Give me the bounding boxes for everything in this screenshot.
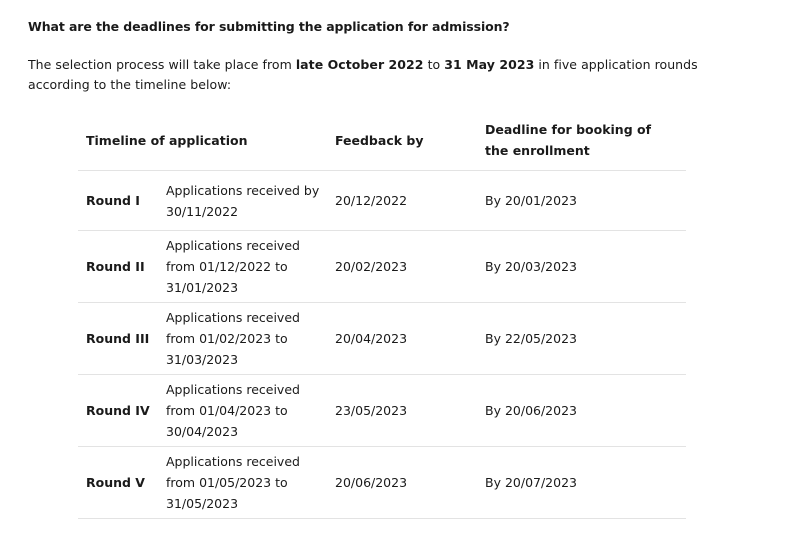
intro-text-2: to <box>423 57 445 72</box>
header-timeline: Timeline of application <box>78 110 335 171</box>
enrollment-deadline: By 20/03/2023 <box>485 231 686 303</box>
table-row <box>78 171 686 231</box>
applications-period: Applications received from 01/05/2023 to 31/05/2023 <box>166 447 335 519</box>
applications-period: Applications received from 01/04/2023 to 30/04/2023 <box>166 375 335 447</box>
round-label: Round II <box>78 231 166 303</box>
intro-text-1: The selection process will take place from <box>28 57 296 72</box>
intro-start-date: late October 2022 <box>295 57 424 72</box>
round-label: Round V <box>78 447 166 519</box>
table-row <box>78 303 686 375</box>
enrollment-deadline: By 20/06/2023 <box>485 375 686 447</box>
enrollment-deadline: By 22/05/2023 <box>485 303 686 375</box>
faq-question-heading: What are the deadlines for submitting the application for admission? <box>28 19 510 34</box>
applications-period: Applications received from 01/12/2022 to 31/01/2023 <box>166 231 335 303</box>
table-header-row <box>78 110 686 171</box>
applications-period: Applications received by 30/11/2022 <box>166 171 335 231</box>
round-label: Round III <box>78 303 166 375</box>
enrollment-deadline: By 20/07/2023 <box>485 447 686 519</box>
applications-period: Applications received from 01/02/2023 to 31/03/2023 <box>166 303 335 375</box>
table-row <box>78 231 686 303</box>
table-row <box>78 447 686 519</box>
feedback-date: 20/02/2023 <box>335 231 485 303</box>
round-label: Round I <box>78 171 166 231</box>
feedback-date: 20/04/2023 <box>335 303 485 375</box>
feedback-date: 20/06/2023 <box>335 447 485 519</box>
table-row <box>78 375 686 447</box>
feedback-date: 23/05/2023 <box>335 375 485 447</box>
enrollment-deadline: By 20/01/2023 <box>485 171 686 231</box>
round-label: Round IV <box>78 375 166 447</box>
feedback-date: 20/12/2022 <box>335 171 485 231</box>
intro-text-3: in five application rounds according to the timeline below: <box>28 57 698 92</box>
intro-paragraph <box>28 55 763 95</box>
application-timeline-table <box>78 110 686 519</box>
header-feedback: Feedback by <box>335 110 485 171</box>
intro-end-date: 31 May 2023 <box>444 57 535 72</box>
header-deadline: Deadline for booking of the enrollment <box>485 110 686 171</box>
